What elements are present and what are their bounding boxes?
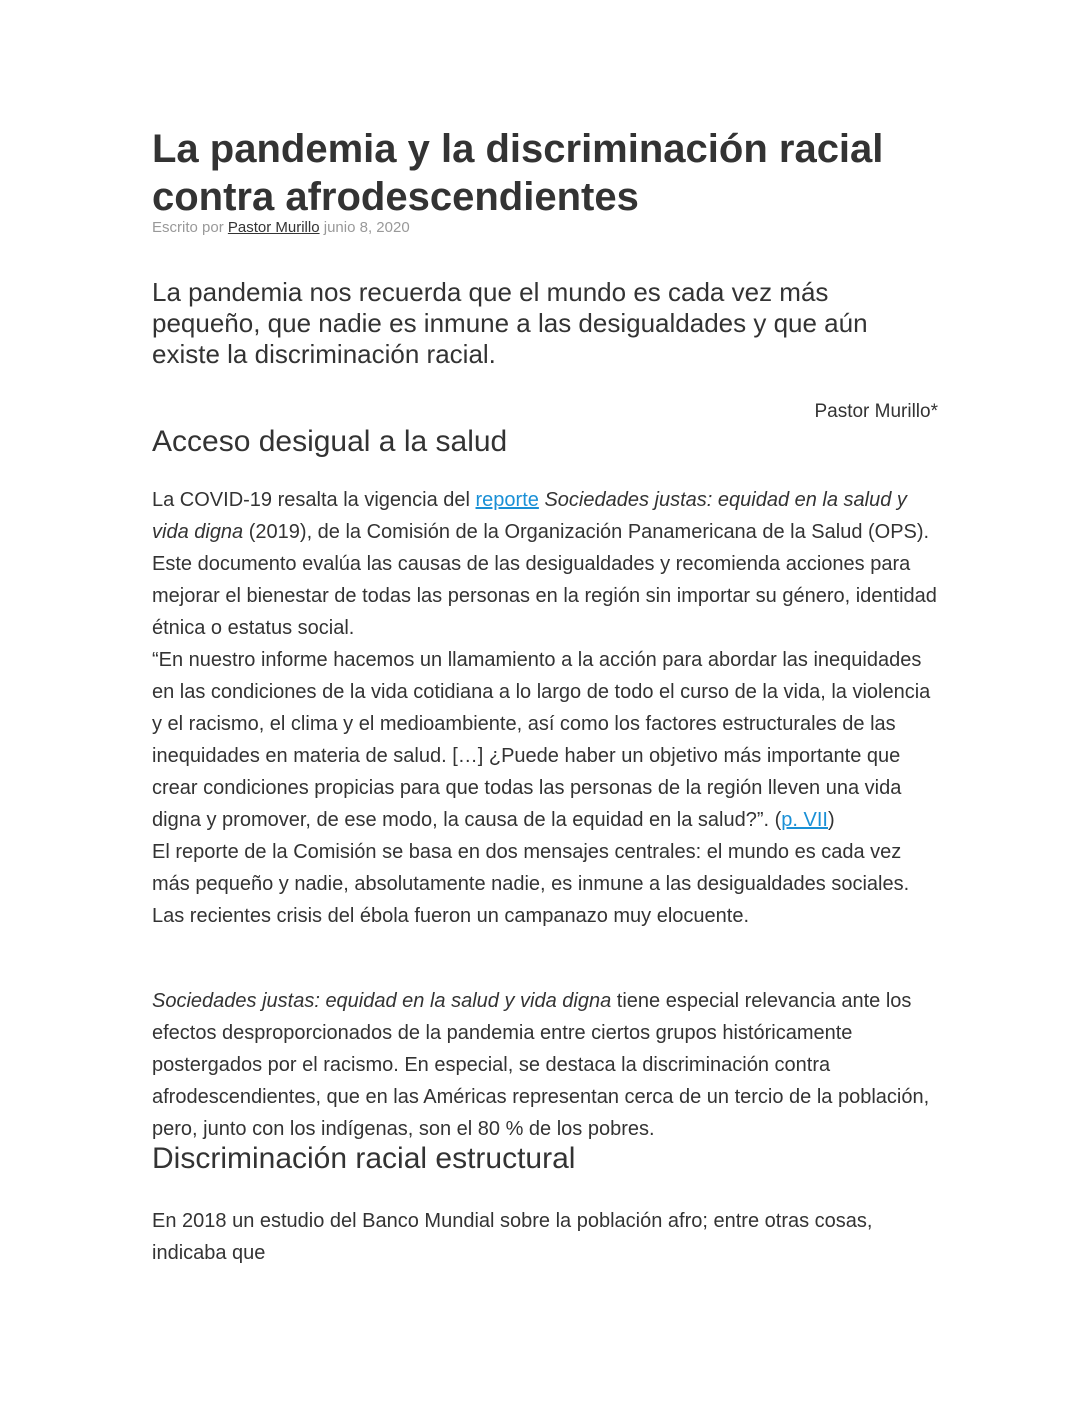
byline [152, 219, 410, 237]
p1-rest: (2019), de la Comisión de la Organización Panamericana de la Salud (OPS). Este documento evalúa las causas de las desigualdades y recomienda acciones para mejorar el bienestar de todas las personas en la región sin importar su género, identidad étnica o estatus social. [152, 521, 937, 639]
byline-prefix: Escrito por [152, 219, 224, 236]
report-title: Sociedades justas: equidad en la salud y vida digna [152, 489, 907, 543]
section-heading-discriminacion: Discriminación racial estructural [152, 1142, 576, 1175]
p1-start: La COVID-19 resalta la vigencia del [152, 489, 470, 511]
quote-text: “En nuestro informe hacemos un llamamiento a la acción para abordar las inequidades en las condiciones de la vida cotidiana a lo largo de todo el curso de la vida, la violencia y el racismo, el clima y el medioambiente, así como los factores estructurales de las inequidades en materia de salud. […] ¿Puede haber un objetivo más importante que crear condiciones propicias para que todas las personas de la región lleven una vida digna y promover, de ese modo, la causa de la equidad en la salud?”. ( [152, 649, 931, 831]
publish-date: junio 8, 2020 [323, 219, 410, 236]
author-signature: Pastor Murillo* [814, 401, 938, 422]
p1b-text: El reporte de la Comisión se basa en dos mensajes centrales: el mundo es cada vez más pequeño y nadie, absolutamente nadie, es inmune a las desigualdades sociales. Las recientes crisis del ébola fueron un campanazo muy elocuente. [152, 841, 910, 927]
p2-rest: tiene especial relevancia ante los efectos desproporcionados de la pandemia entre ciertos grupos históricamente postergados por el racismo. En especial, se destaca la discriminación contra afrodescendientes, que en las Américas representan cerca de un tercio de la población, pero, junto con los indígenas, son el 80 % de los pobres. [152, 990, 930, 1140]
section2-paragraph: En 2018 un estudio del Banco Mundial sobre la población afro; entre otras cosas, indicaba que [152, 1210, 873, 1264]
page-ref-link[interactable]: p. VII [781, 809, 828, 831]
lead-paragraph: La pandemia nos recuerda que el mundo es cada vez más pequeño, que nadie es inmune a las desigualdades y que aún existe la discriminación racial. [152, 277, 868, 369]
reporte-link[interactable]: reporte [475, 489, 539, 511]
report-title-2: Sociedades justas: equidad en la salud y vida digna [152, 990, 612, 1012]
author-link[interactable]: Pastor Murillo [227, 219, 320, 236]
section-heading-acceso: Acceso desigual a la salud [152, 425, 508, 458]
article-title: La pandemia y la discriminación racial contra afrodescendientes [152, 127, 884, 219]
section1-paragraph-2 [152, 985, 942, 1145]
section1-paragraph [152, 484, 942, 932]
quote-end: ) [828, 809, 835, 831]
